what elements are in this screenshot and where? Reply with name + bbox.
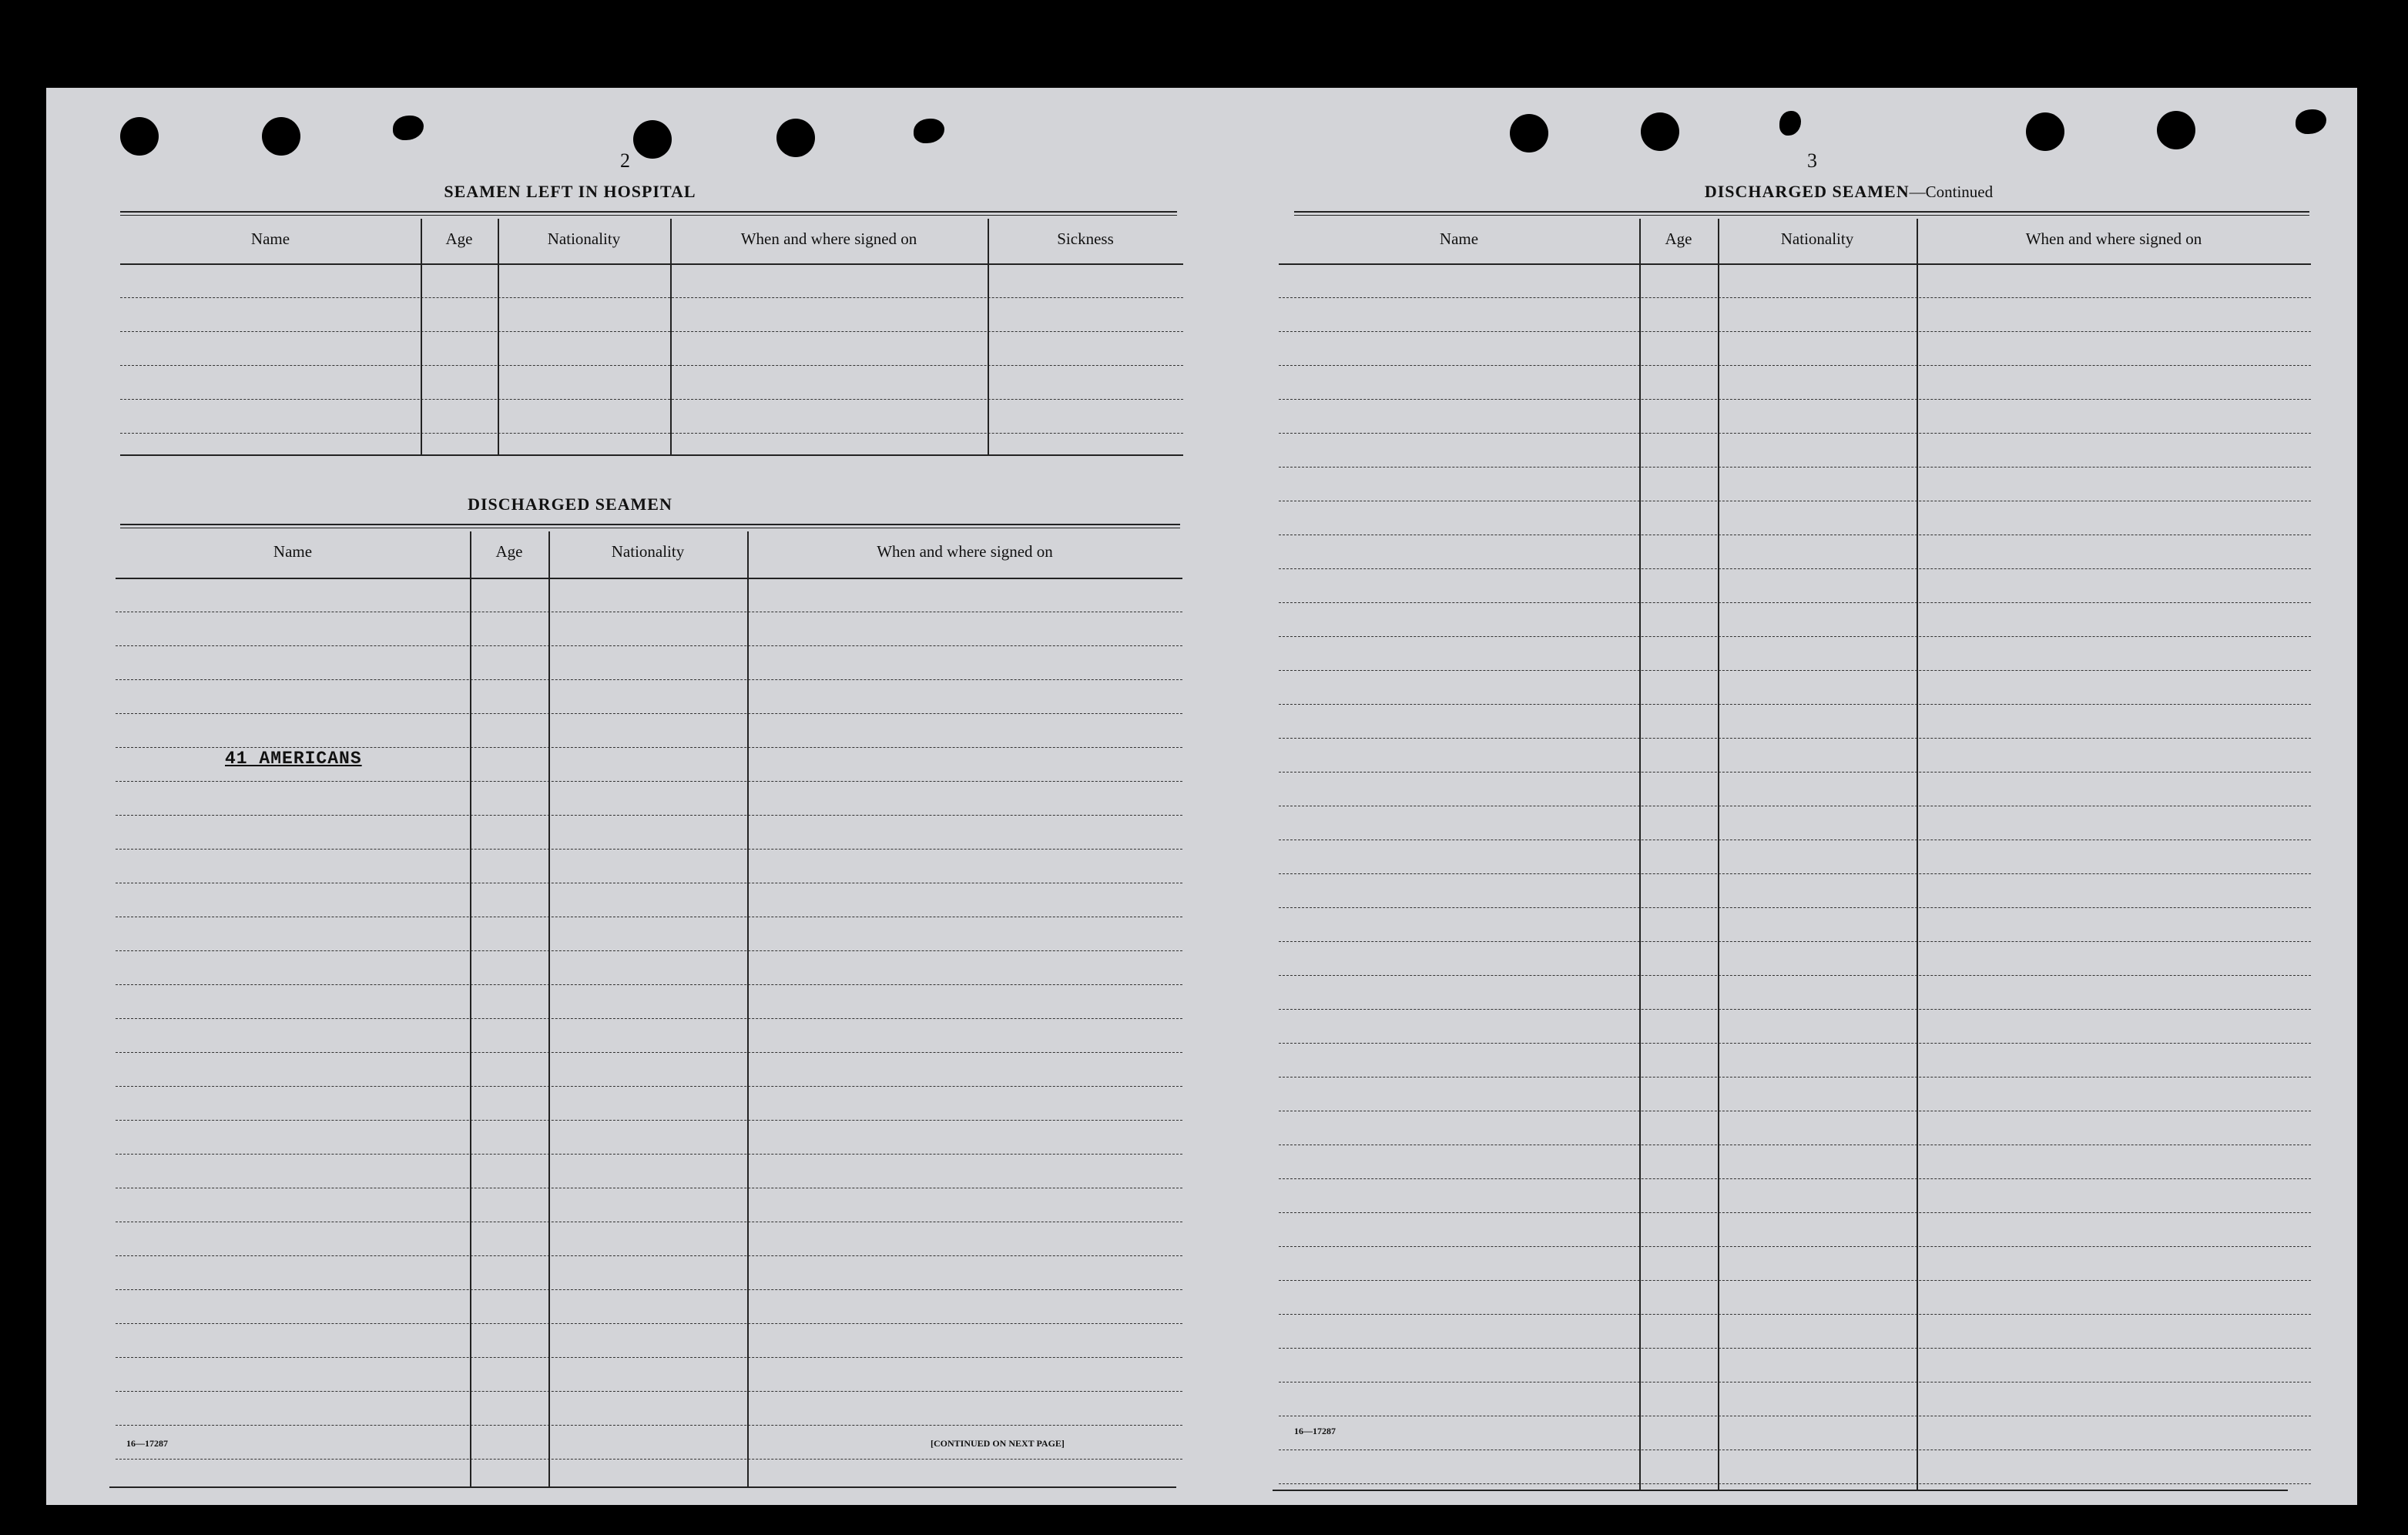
discharged-table-left [116, 531, 1182, 1517]
table-row [116, 1120, 1182, 1121]
table-row [116, 645, 1182, 646]
table-row [1279, 331, 2311, 332]
column-header-age: Age [445, 230, 473, 248]
title-suffix: —Continued [1909, 183, 1994, 201]
column-divider [1639, 219, 1641, 1490]
table-row [1279, 907, 2311, 908]
column-header-signed-on: When and where signed on [740, 230, 917, 248]
punch-hole [2157, 111, 2195, 149]
discharged-table-right [1279, 219, 2311, 1513]
table-row [1279, 670, 2311, 671]
table-row [1279, 704, 2311, 705]
column-divider [1718, 219, 1719, 1490]
column-header-nationality: Nationality [611, 542, 685, 561]
table-row [1279, 738, 2311, 739]
table-row [116, 1391, 1182, 1392]
page-number-right: 3 [1807, 149, 1817, 172]
table-row [1279, 1009, 2311, 1010]
title-text: DISCHARGED SEAMEN [1704, 182, 1910, 201]
table-row [116, 1255, 1182, 1256]
form-number-right: 16—17287 [1294, 1426, 1336, 1436]
table-row [1279, 975, 2311, 976]
column-header-name: Name [250, 230, 290, 248]
form-number-left: 16—17287 [126, 1438, 168, 1449]
ledger-paper [46, 88, 2357, 1505]
table-row [116, 1459, 1182, 1460]
table-row [116, 1323, 1182, 1324]
table-row [116, 815, 1182, 816]
column-header-nationality: Nationality [1780, 230, 1854, 248]
double-rule [1294, 211, 2309, 216]
torn-hole [2296, 109, 2326, 134]
torn-hole [914, 119, 944, 143]
header-rule [1279, 263, 2311, 265]
table-row [1279, 297, 2311, 298]
table-row [1279, 1348, 2311, 1349]
table-row [116, 747, 1182, 748]
table-row [1279, 1280, 2311, 1281]
column-divider [470, 531, 471, 1486]
table-row [116, 713, 1182, 714]
punch-hole [633, 120, 672, 159]
table-row [116, 1357, 1182, 1358]
column-header-name: Name [273, 542, 313, 561]
table-row [120, 365, 1183, 366]
table-row [1279, 1382, 2311, 1383]
table-row [1279, 873, 2311, 874]
column-divider [1917, 219, 1918, 1490]
column-header-age: Age [495, 542, 523, 561]
column-header-sickness: Sickness [1057, 230, 1114, 248]
table-row [1279, 636, 2311, 637]
table-row [1279, 1043, 2311, 1044]
table-row [1279, 467, 2311, 468]
table-row [1279, 772, 2311, 773]
table-row [120, 331, 1183, 332]
table-row [116, 1086, 1182, 1087]
table-row [1279, 602, 2311, 603]
punch-hole [1510, 114, 1548, 152]
table-bottom-rule [109, 1486, 1176, 1488]
table-row [120, 399, 1183, 400]
column-divider [747, 531, 749, 1486]
table-row [1279, 1178, 2311, 1179]
table-row [116, 849, 1182, 850]
column-header-name: Name [1439, 230, 1479, 248]
column-header-signed-on: When and where signed on [877, 542, 1053, 561]
typed-entry: 41 AMERICANS [225, 749, 362, 769]
header-rule [120, 263, 1183, 265]
table-row [1279, 1246, 2311, 1247]
punch-hole [1641, 112, 1679, 151]
table-row [120, 297, 1183, 298]
column-header-signed-on: When and where signed on [2025, 230, 2202, 248]
table-row [116, 781, 1182, 782]
double-rule [120, 524, 1180, 528]
table-bottom-rule [1273, 1490, 2288, 1491]
table-row [116, 984, 1182, 985]
continued-note: [CONTINUED ON NEXT PAGE] [931, 1438, 1065, 1449]
punch-hole [262, 117, 300, 156]
table-row [116, 1018, 1182, 1019]
table-row [116, 950, 1182, 951]
table-row [1279, 1314, 2311, 1315]
punch-hole [776, 119, 815, 157]
section-title-hospital: SEAMEN LEFT IN HOSPITAL [444, 182, 696, 201]
table-bottom-rule [120, 454, 1183, 456]
torn-hole [393, 116, 424, 140]
table-row [116, 1289, 1182, 1290]
page-number-left: 2 [620, 149, 630, 172]
table-row [116, 1052, 1182, 1053]
punch-hole [2026, 112, 2064, 151]
section-title-discharged: DISCHARGED SEAMEN [468, 494, 672, 514]
column-divider [498, 219, 499, 456]
table-row [1279, 1077, 2311, 1078]
torn-hole [1779, 111, 1801, 136]
table-row [1279, 1483, 2311, 1484]
table-row [1279, 1212, 2311, 1213]
table-row [1279, 941, 2311, 942]
column-divider [421, 219, 422, 456]
table-row [1279, 399, 2311, 400]
column-header-age: Age [1665, 230, 1692, 248]
table-row [116, 1154, 1182, 1155]
table-row [116, 1425, 1182, 1426]
table-row [1279, 365, 2311, 366]
table-row [116, 679, 1182, 680]
column-divider [988, 219, 989, 456]
table-row [1279, 568, 2311, 569]
table-row [120, 433, 1183, 434]
double-rule [120, 211, 1177, 216]
table-row [1279, 433, 2311, 434]
punch-hole [120, 117, 159, 156]
column-header-nationality: Nationality [547, 230, 621, 248]
column-divider [548, 531, 550, 1486]
header-rule [116, 578, 1182, 579]
column-divider [670, 219, 672, 456]
section-title-discharged-continued [1556, 182, 2141, 202]
